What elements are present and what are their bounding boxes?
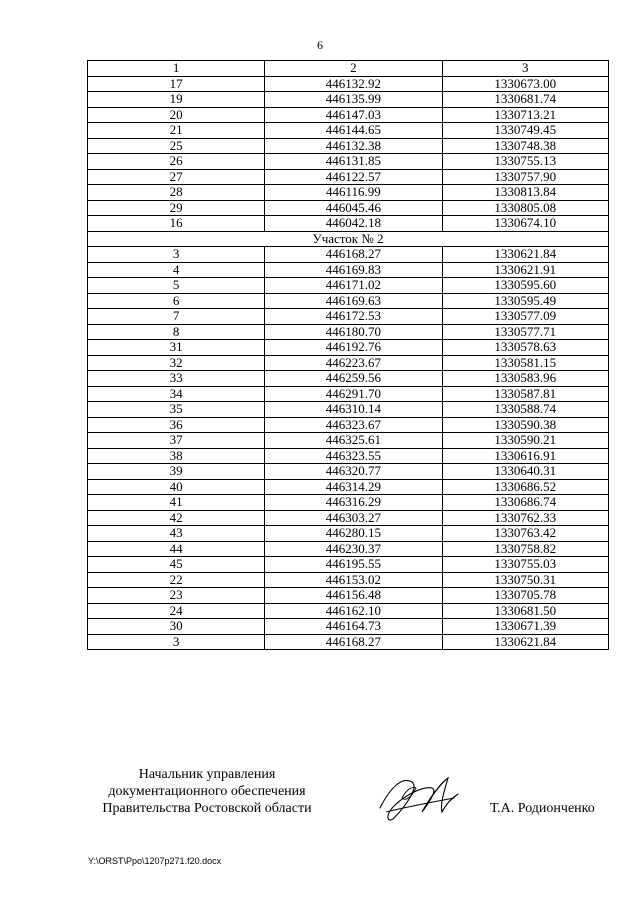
table-cell: 1330595.60 [442,278,608,294]
table-cell: 1330750.31 [442,572,608,588]
table-row [88,123,609,139]
table-cell: 1330755.13 [442,154,608,170]
table-row [88,340,609,356]
table-cell: 45 [88,557,265,573]
table-row [88,402,609,418]
table-header-cell: 1 [88,61,265,77]
table-cell: 1330805.08 [442,200,608,216]
table-cell: 22 [88,572,265,588]
table-cell: 1330813.84 [442,185,608,201]
table-row [88,355,609,371]
table-cell: 446280.15 [265,526,442,542]
table-cell: 446303.27 [265,510,442,526]
table-cell: 34 [88,386,265,402]
table-cell: 1330671.39 [442,619,608,635]
signatory-title-line: Начальник управления [138,767,276,782]
table-cell: 1330674.10 [442,216,608,232]
table-cell: 1330588.74 [442,402,608,418]
table-cell: 7 [88,309,265,325]
table-cell: 1330578.63 [442,340,608,356]
table-cell: 446180.70 [265,324,442,340]
coordinates-table [87,60,609,650]
table-cell: 446314.29 [265,479,442,495]
table-cell: 1330686.52 [442,479,608,495]
table-cell: 446116.99 [265,185,442,201]
table-cell: 446316.29 [265,495,442,511]
table-row [88,386,609,402]
table-cell: 1330757.90 [442,169,608,185]
page-number: 6 [317,38,323,52]
table-cell: 446045.46 [265,200,442,216]
table-cell: 1330587.81 [442,386,608,402]
table-header-cell: 3 [442,61,608,77]
table-row [88,619,609,635]
table-row [88,76,609,92]
table-row [88,278,609,294]
table-cell: 1330686.74 [442,495,608,511]
table-cell: 446325.61 [265,433,442,449]
table-cell: 17 [88,76,265,92]
table-row [88,262,609,278]
table-cell: 446162.10 [265,603,442,619]
table-header-row [88,61,609,77]
table-cell: 446132.92 [265,76,442,92]
table-cell: 23 [88,588,265,604]
table-cell: 446323.67 [265,417,442,433]
table-cell: 40 [88,479,265,495]
table-cell: 4 [88,262,265,278]
table-row [88,371,609,387]
table-cell: 6 [88,293,265,309]
table-row [88,138,609,154]
table-cell: 30 [88,619,265,635]
table-cell: 446122.57 [265,169,442,185]
table-cell: 446291.70 [265,386,442,402]
table-cell: 5 [88,278,265,294]
table-row [88,495,609,511]
table-cell: 446310.14 [265,402,442,418]
table-cell: 1330758.82 [442,541,608,557]
table-cell: 1330640.31 [442,464,608,480]
table-cell: 1330583.96 [442,371,608,387]
table-row [88,247,609,263]
section-title: Участок № 2 [88,231,609,247]
table-row [88,200,609,216]
table-row [88,588,609,604]
table-row [88,324,609,340]
table-cell: 35 [88,402,265,418]
table-cell: 20 [88,107,265,123]
table-cell: 24 [88,603,265,619]
table-cell: 446169.83 [265,262,442,278]
table-cell: 446042.18 [265,216,442,232]
table-row [88,479,609,495]
table-cell: 1330749.45 [442,123,608,139]
table-cell: 43 [88,526,265,542]
table-cell: 1330713.21 [442,107,608,123]
signatory-title-line: Правительства Ростовской области [102,801,312,816]
table-cell: 446144.65 [265,123,442,139]
table-row [88,603,609,619]
table-cell: 1330748.38 [442,138,608,154]
table-cell: 41 [88,495,265,511]
table-cell: 33 [88,371,265,387]
table-cell: 28 [88,185,265,201]
table-cell: 1330755.03 [442,557,608,573]
table-cell: 19 [88,92,265,108]
table-row [88,107,609,123]
table-row [88,510,609,526]
signatory-title [87,766,327,817]
table-cell: 446323.55 [265,448,442,464]
table-cell: 446320.77 [265,464,442,480]
table-cell: 446192.76 [265,340,442,356]
table-cell: 446230.37 [265,541,442,557]
table-cell: 446195.55 [265,557,442,573]
table-cell: 446168.27 [265,247,442,263]
table-row [88,154,609,170]
table-cell: 1330705.78 [442,588,608,604]
section-row [88,231,609,247]
table-cell: 8 [88,324,265,340]
table-cell: 446153.02 [265,572,442,588]
table-row [88,464,609,480]
table-row [88,92,609,108]
coordinates-table-body [88,61,609,650]
table-cell: 1330681.50 [442,603,608,619]
table-row [88,557,609,573]
table-row [88,309,609,325]
table-cell: 42 [88,510,265,526]
table-cell: 446135.99 [265,92,442,108]
table-cell: 25 [88,138,265,154]
table-cell: 32 [88,355,265,371]
table-row [88,448,609,464]
table-cell: 1330577.09 [442,309,608,325]
table-cell: 446172.53 [265,309,442,325]
table-cell: 1330616.91 [442,448,608,464]
handwritten-signature [372,768,462,828]
file-path: Y:\ORST\Ppo\1207p271.f20.docx [88,856,222,866]
table-cell: 1330673.00 [442,76,608,92]
table-row [88,433,609,449]
table-cell: 446132.38 [265,138,442,154]
table-header-cell: 2 [265,61,442,77]
table-cell: 1330595.49 [442,293,608,309]
table-row [88,293,609,309]
table-cell: 27 [88,169,265,185]
table-cell: 1330581.15 [442,355,608,371]
table-cell: 446171.02 [265,278,442,294]
table-cell: 1330763.42 [442,526,608,542]
table-cell: 446131.85 [265,154,442,170]
table-cell: 16 [88,216,265,232]
table-cell: 21 [88,123,265,139]
table-cell: 37 [88,433,265,449]
table-cell: 446164.73 [265,619,442,635]
table-cell: 446168.27 [265,634,442,650]
table-cell: 446147.03 [265,107,442,123]
table-cell: 44 [88,541,265,557]
table-cell: 1330762.33 [442,510,608,526]
table-cell: 3 [88,247,265,263]
table-row [88,216,609,232]
table-cell: 3 [88,634,265,650]
table-cell: 446169.63 [265,293,442,309]
table-row [88,634,609,650]
table-row [88,417,609,433]
table-cell: 1330681.74 [442,92,608,108]
table-cell: 38 [88,448,265,464]
table-row [88,572,609,588]
table-cell: 446259.56 [265,371,442,387]
table-cell: 29 [88,200,265,216]
table-cell: 26 [88,154,265,170]
table-cell: 1330590.38 [442,417,608,433]
table-row [88,185,609,201]
table-cell: 1330577.71 [442,324,608,340]
table-row [88,541,609,557]
table-cell: 1330621.84 [442,634,608,650]
table-cell: 1330621.84 [442,247,608,263]
table-cell: 1330621.91 [442,262,608,278]
table-cell: 1330590.21 [442,433,608,449]
table-cell: 446223.67 [265,355,442,371]
table-row [88,526,609,542]
signatory-title-line: документационного обеспечения [108,784,306,799]
table-cell: 36 [88,417,265,433]
table-cell: 39 [88,464,265,480]
table-row [88,169,609,185]
table-cell: 31 [88,340,265,356]
signatory-name: Т.А. Родионченко [490,801,595,816]
table-cell: 446156.48 [265,588,442,604]
